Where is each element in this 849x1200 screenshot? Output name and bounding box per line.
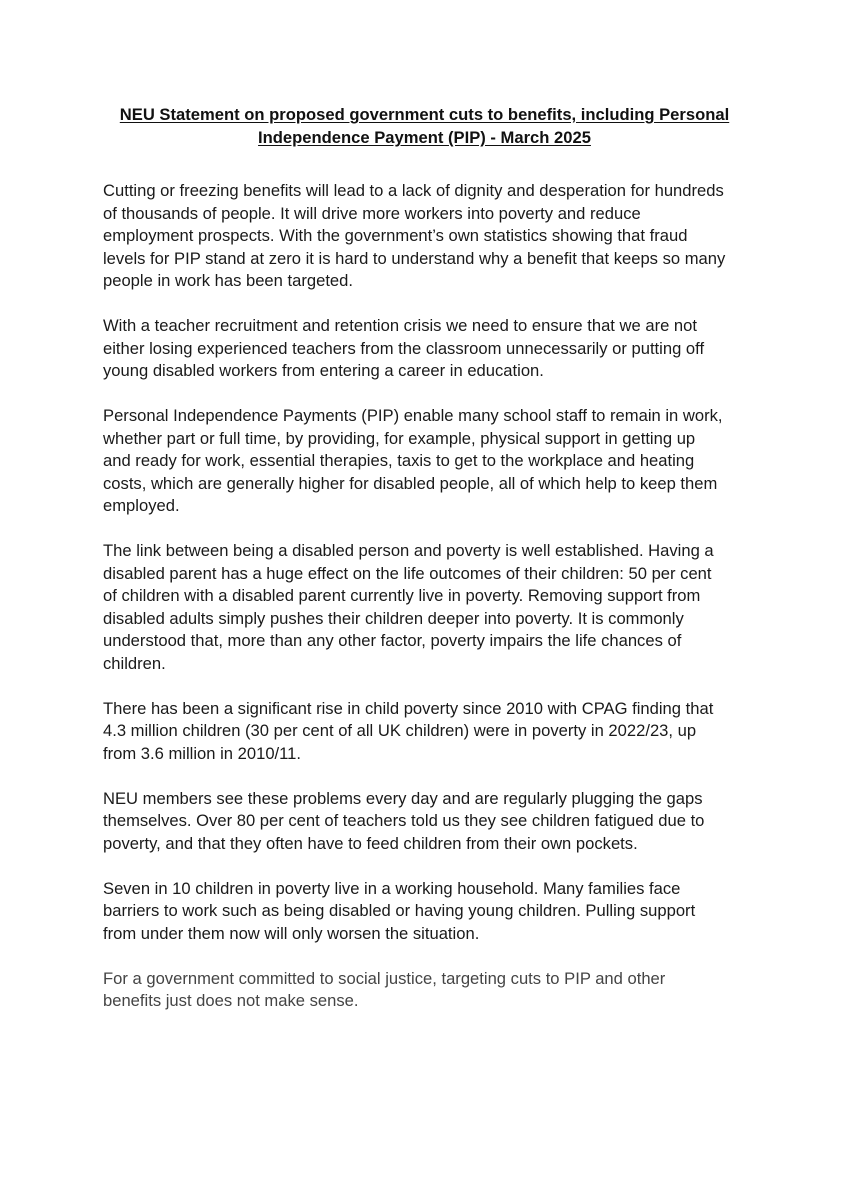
text-line: children. bbox=[103, 653, 166, 673]
text-line: disabled adults simply pushes their children deeper into poverty. It is commonly bbox=[103, 608, 684, 628]
paragraph-child-poverty-rise bbox=[103, 698, 793, 766]
paragraph-pip-support bbox=[103, 405, 793, 518]
text-line: barriers to work such as being disabled or having young children. Pulling support bbox=[103, 901, 696, 920]
paragraph-working-households bbox=[103, 878, 793, 946]
document-body bbox=[103, 180, 793, 1035]
text-line: whether part or full time, by providing, for example, physical support in getting up bbox=[103, 428, 696, 448]
text-line: There has been a significant rise in child poverty since 2010 with CPAG finding that bbox=[103, 698, 714, 718]
text-line: from 3.6 million in 2010/11. bbox=[103, 743, 301, 763]
text-line: costs, which are generally higher for disabled people, all of which help to keep them bbox=[103, 473, 718, 493]
paragraph-neu-members bbox=[103, 788, 793, 856]
title-line: Independence Payment (PIP) - March 2025 bbox=[258, 128, 591, 147]
text-line: understood that, more than any other factor, poverty impairs the life chances of bbox=[103, 631, 682, 650]
paragraph-teacher-recruitment bbox=[103, 315, 793, 383]
text-line: For a government committed to social justice, targeting cuts to PIP and other bbox=[103, 968, 666, 988]
text-line: themselves. Over 80 per cent of teachers told us they see children fatigued due to bbox=[103, 811, 705, 830]
text-line: benefits just does not make sense. bbox=[103, 991, 359, 1010]
text-line: 4.3 million children (30 per cent of all UK children) were in poverty in 2022/23, up bbox=[103, 721, 697, 740]
text-line: Seven in 10 children in poverty live in a working household. Many families face bbox=[103, 878, 681, 898]
text-line: from under them now will only worsen the situation. bbox=[103, 923, 480, 943]
text-line: NEU members see these problems every day and are regularly plugging the gaps bbox=[103, 788, 703, 808]
text-line: Personal Independence Payments (PIP) enable many school staff to remain in work, bbox=[103, 406, 723, 425]
text-line: With a teacher recruitment and retention crisis we need to ensure that we are not bbox=[103, 316, 697, 335]
text-line: people in work has been targeted. bbox=[103, 271, 354, 290]
text-line: disabled parent has a huge effect on the life outcomes of their children: 50 per cent bbox=[103, 563, 712, 583]
text-line: of thousands of people. It will drive more workers into poverty and reduce bbox=[103, 203, 641, 223]
text-line: of children with a disabled parent currently live in poverty. Removing support from bbox=[103, 586, 701, 605]
paragraph-benefits-dignity bbox=[103, 180, 793, 293]
title-line: NEU Statement on proposed government cuts to benefits, including Personal bbox=[119, 105, 730, 124]
text-line: The link between being a disabled person and poverty is well established. Having a bbox=[103, 541, 714, 560]
text-line: levels for PIP stand at zero it is hard to understand why a benefit that keeps so many bbox=[103, 248, 726, 268]
text-line: employed. bbox=[103, 496, 180, 515]
paragraph-disability-poverty bbox=[103, 540, 793, 675]
text-line: and ready for work, essential therapies, taxis to get to the workplace and heating bbox=[103, 451, 695, 470]
text-line: Cutting or freezing benefits will lead to a lack of dignity and desperation for hundreds bbox=[103, 181, 724, 200]
text-line: either losing experienced teachers from the classroom unnecessarily or putting off bbox=[103, 338, 705, 358]
document-title bbox=[60, 103, 789, 149]
text-line: poverty, and that they often have to feed children from their own pockets. bbox=[103, 833, 638, 853]
text-line: employment prospects. With the government’s own statistics showing that fraud bbox=[103, 226, 688, 245]
text-line: young disabled workers from entering a career in education. bbox=[103, 361, 544, 380]
paragraph-social-justice bbox=[103, 968, 793, 1013]
